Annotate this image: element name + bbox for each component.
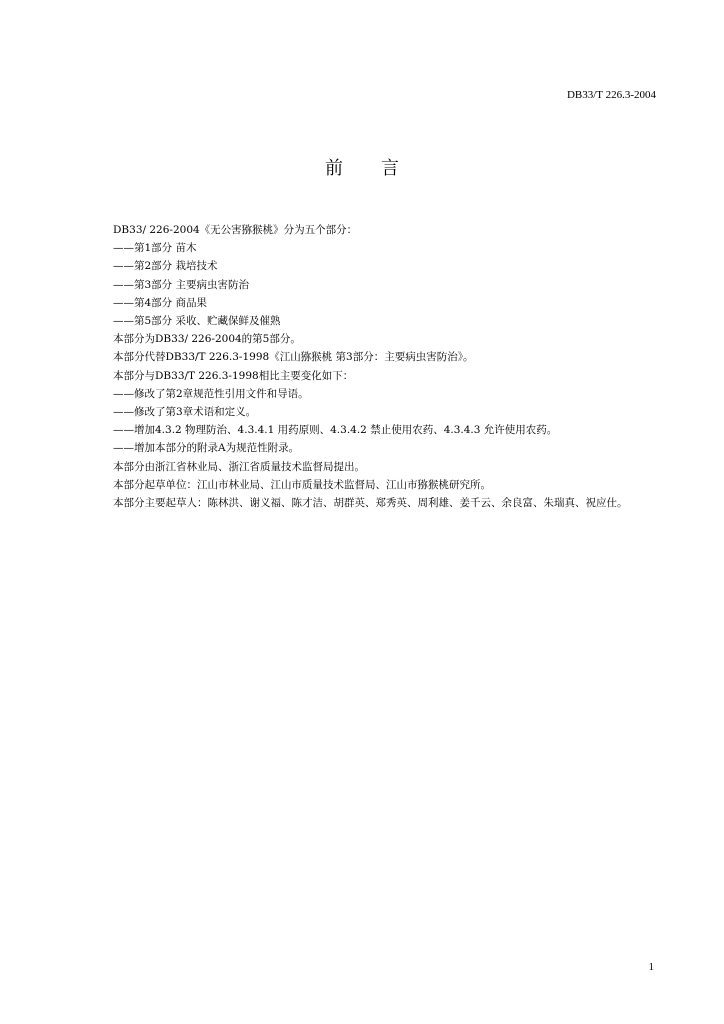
list-item-part-5: ——第5部分 采收、贮藏保鲜及催熟	[113, 315, 281, 328]
foreword-body	[86, 221, 660, 512]
paragraph-proposed-by: 本部分由浙江省林业局、浙江省质量技术监督局提出。	[113, 460, 365, 473]
list-item-part-2: ——第2部分 栽培技术	[113, 260, 218, 273]
list-item-change-1: ——修改了第2章规范性引用文件和导语。	[113, 387, 309, 400]
list-item-part-1: ——第1部分 苗木	[113, 242, 197, 255]
page-title: 前言	[325, 158, 437, 179]
list-item-part-3: ——第3部分 主要病虫害防治	[113, 278, 250, 291]
list-item-change-2: ——修改了第3章术语和定义。	[113, 406, 257, 419]
document-code: DB33/T 226.3-2004	[566, 89, 656, 101]
list-item-change-3: ——增加4.3.2 物理防治、4.3.4.1 用药原则、4.3.4.2 禁止使用农药、4.3.4.3 允许使用农药。	[113, 424, 558, 437]
page-number: 1	[648, 961, 654, 973]
paragraph-replaces: 本部分代替DB33/T 226.3-1998《江山猕猴桃 第3部分：主要病虫害防治》。	[113, 351, 474, 364]
list-item-change-4: ——增加本部分的附录A为规范性附录。	[113, 442, 300, 455]
paragraph-this-part: 本部分为DB33/ 226-2004的第5部分。	[113, 333, 301, 346]
paragraph-drafters: 本部分主要起草人：陈林洪、谢义福、陈才洁、胡群英、郑秀英、周利雄、姜千云、余良富、朱瑞真、祝应仕。	[113, 497, 628, 510]
paragraph-intro: DB33/ 226-2004《无公害猕猴桃》分为五个部分：	[113, 224, 358, 236]
list-item-part-4: ——第4部分 商品果	[113, 296, 208, 309]
paragraph-changes: 本部分与DB33/T 226.3-1998相比主要变化如下：	[113, 369, 354, 382]
paragraph-drafting-units: 本部分起草单位：江山市林业局、江山市质量技术监督局、江山市猕猴桃研究所。	[113, 478, 491, 491]
